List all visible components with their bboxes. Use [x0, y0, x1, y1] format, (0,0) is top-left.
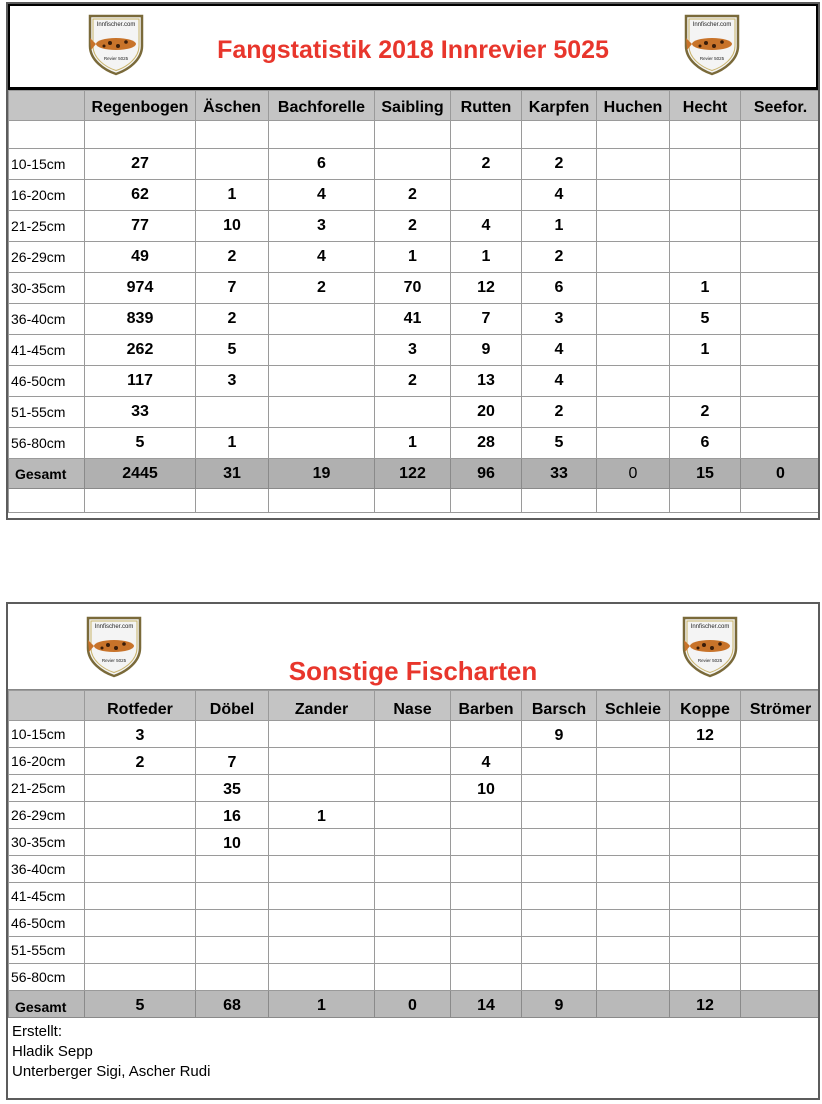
count-cell: 4 — [522, 335, 597, 366]
table-row — [9, 149, 821, 180]
count-cell: 2 — [269, 273, 375, 304]
count-cell: 262 — [85, 335, 196, 366]
count-cell — [451, 937, 522, 964]
table-header-row — [9, 91, 821, 121]
count-cell — [85, 937, 196, 964]
count-cell — [196, 964, 269, 991]
table-row — [9, 964, 821, 991]
count-cell: 2 — [451, 149, 522, 180]
total-cell: 19 — [269, 459, 375, 489]
count-cell — [85, 856, 196, 883]
catch-statistics-panel — [6, 2, 820, 520]
panel-header — [8, 4, 818, 90]
svg-text:Innfischer.com: Innfischer.com — [690, 624, 730, 630]
count-cell — [597, 397, 670, 428]
count-cell — [670, 883, 741, 910]
count-cell — [451, 883, 522, 910]
size-class-label: 21-25cm — [9, 211, 85, 242]
count-cell — [597, 721, 670, 748]
count-cell: 2 — [522, 149, 597, 180]
column-header: Barsch — [522, 691, 597, 721]
count-cell — [670, 910, 741, 937]
count-cell — [741, 211, 821, 242]
credits-author: Hladik Sepp — [12, 1043, 93, 1060]
count-cell — [741, 304, 821, 335]
count-cell: 1 — [269, 802, 375, 829]
count-cell: 2 — [196, 242, 269, 273]
total-cell: 9 — [522, 991, 597, 1018]
column-header: Barben — [451, 691, 522, 721]
total-cell: 5 — [85, 991, 196, 1018]
column-header: Saibling — [375, 91, 451, 121]
count-cell: 70 — [375, 273, 451, 304]
column-header: Seefor. — [741, 91, 821, 121]
column-header: Rotfeder — [85, 691, 196, 721]
count-cell — [196, 937, 269, 964]
count-cell: 1 — [522, 211, 597, 242]
count-cell — [597, 211, 670, 242]
count-cell — [670, 748, 741, 775]
count-cell: 3 — [522, 304, 597, 335]
total-row — [9, 991, 821, 1018]
count-cell: 839 — [85, 304, 196, 335]
count-cell — [597, 180, 670, 211]
count-cell — [741, 149, 821, 180]
table-row — [9, 802, 821, 829]
count-cell — [597, 242, 670, 273]
count-cell — [196, 397, 269, 428]
count-cell — [269, 937, 375, 964]
panel-header — [8, 604, 818, 690]
count-cell — [196, 883, 269, 910]
count-cell: 4 — [522, 180, 597, 211]
count-cell: 12 — [670, 721, 741, 748]
count-cell: 10 — [451, 775, 522, 802]
count-cell — [741, 829, 821, 856]
count-cell: 2 — [375, 180, 451, 211]
count-cell — [597, 829, 670, 856]
count-cell: 7 — [196, 273, 269, 304]
total-cell: 68 — [196, 991, 269, 1018]
count-cell — [670, 242, 741, 273]
count-cell: 1 — [451, 242, 522, 273]
count-cell: 49 — [85, 242, 196, 273]
catch-table — [8, 90, 820, 513]
count-cell: 3 — [269, 211, 375, 242]
count-cell — [597, 775, 670, 802]
count-cell — [269, 366, 375, 397]
count-cell — [741, 366, 821, 397]
count-cell — [375, 721, 451, 748]
size-class-label: 56-80cm — [9, 964, 85, 991]
column-header: Bachforelle — [269, 91, 375, 121]
count-cell: 3 — [375, 335, 451, 366]
table-row — [9, 748, 821, 775]
count-cell — [85, 829, 196, 856]
count-cell — [741, 910, 821, 937]
svg-text:Revier 5025: Revier 5025 — [103, 56, 129, 61]
count-cell — [597, 802, 670, 829]
size-class-label: 10-15cm — [9, 149, 85, 180]
size-class-label: 26-29cm — [9, 802, 85, 829]
size-class-label: 41-45cm — [9, 335, 85, 366]
column-header: Rutten — [451, 91, 522, 121]
count-cell: 2 — [196, 304, 269, 335]
count-cell — [670, 937, 741, 964]
total-cell: 12 — [670, 991, 741, 1018]
count-cell — [670, 180, 741, 211]
count-cell — [597, 428, 670, 459]
size-class-label: 10-15cm — [9, 721, 85, 748]
count-cell: 117 — [85, 366, 196, 397]
total-cell: 31 — [196, 459, 269, 489]
count-cell — [269, 428, 375, 459]
count-cell — [597, 273, 670, 304]
column-header: Karpfen — [522, 91, 597, 121]
count-cell: 16 — [196, 802, 269, 829]
count-cell — [451, 964, 522, 991]
count-cell — [375, 775, 451, 802]
table-row — [9, 273, 821, 304]
count-cell — [269, 335, 375, 366]
column-header: Koppe — [670, 691, 741, 721]
total-cell: 0 — [375, 991, 451, 1018]
count-cell: 28 — [451, 428, 522, 459]
count-cell: 10 — [196, 829, 269, 856]
size-class-label: 16-20cm — [9, 180, 85, 211]
total-label: Gesamt — [9, 991, 85, 1018]
count-cell — [85, 802, 196, 829]
count-cell — [522, 937, 597, 964]
count-cell: 1 — [670, 273, 741, 304]
count-cell — [597, 856, 670, 883]
count-cell — [670, 802, 741, 829]
count-cell — [375, 829, 451, 856]
count-cell: 4 — [522, 366, 597, 397]
total-row — [9, 459, 821, 489]
count-cell — [196, 856, 269, 883]
table-row — [9, 397, 821, 428]
count-cell — [451, 829, 522, 856]
credits-label: Erstellt: — [12, 1023, 63, 1040]
column-header: Regenbogen — [85, 91, 196, 121]
count-cell: 1 — [375, 428, 451, 459]
count-cell: 12 — [451, 273, 522, 304]
count-cell: 6 — [670, 428, 741, 459]
count-cell — [196, 721, 269, 748]
count-cell — [670, 775, 741, 802]
count-cell — [741, 748, 821, 775]
table-row — [9, 937, 821, 964]
count-cell — [196, 149, 269, 180]
table-row — [9, 775, 821, 802]
count-cell — [375, 149, 451, 180]
count-cell — [451, 856, 522, 883]
count-cell: 5 — [196, 335, 269, 366]
innfischer-logo — [682, 12, 742, 76]
header-cell-empty — [9, 91, 85, 121]
page-title: Fangstatistik 2018 Innrevier 5025 — [217, 36, 609, 64]
size-class-label: 46-50cm — [9, 910, 85, 937]
count-cell: 7 — [451, 304, 522, 335]
count-cell: 5 — [522, 428, 597, 459]
count-cell — [451, 180, 522, 211]
count-cell — [522, 910, 597, 937]
count-cell — [269, 883, 375, 910]
count-cell — [375, 964, 451, 991]
column-header: Huchen — [597, 91, 670, 121]
column-header: Schleie — [597, 691, 670, 721]
count-cell: 4 — [269, 180, 375, 211]
count-cell — [451, 802, 522, 829]
count-cell — [522, 748, 597, 775]
count-cell — [375, 883, 451, 910]
credits-authors: Unterberger Sigi, Ascher Rudi — [12, 1063, 211, 1080]
section-title: Sonstige Fischarten — [288, 656, 538, 686]
count-cell — [522, 856, 597, 883]
count-cell — [269, 748, 375, 775]
size-class-label: 56-80cm — [9, 428, 85, 459]
table-row — [9, 721, 821, 748]
empty-row — [9, 489, 821, 513]
svg-text:Innfischer.com: Innfischer.com — [96, 22, 136, 28]
innfischer-logo — [680, 614, 740, 678]
count-cell: 77 — [85, 211, 196, 242]
count-cell: 62 — [85, 180, 196, 211]
table-body — [9, 121, 821, 513]
column-header: Äschen — [196, 91, 269, 121]
empty-row — [9, 121, 821, 149]
total-cell: 15 — [670, 459, 741, 489]
count-cell: 10 — [196, 211, 269, 242]
svg-text:Revier 5025: Revier 5025 — [699, 56, 725, 61]
count-cell — [597, 964, 670, 991]
count-cell — [85, 775, 196, 802]
count-cell — [741, 428, 821, 459]
count-cell — [269, 721, 375, 748]
count-cell — [741, 242, 821, 273]
count-cell: 2 — [522, 242, 597, 273]
table-row — [9, 335, 821, 366]
count-cell: 5 — [85, 428, 196, 459]
count-cell — [85, 964, 196, 991]
total-cell: 0 — [741, 459, 821, 489]
table-body — [9, 721, 821, 1018]
header-cell-empty — [9, 691, 85, 721]
total-cell: 1 — [269, 991, 375, 1018]
count-cell — [597, 910, 670, 937]
count-cell — [670, 856, 741, 883]
count-cell — [522, 883, 597, 910]
count-cell — [597, 149, 670, 180]
count-cell: 4 — [451, 748, 522, 775]
size-class-label: 30-35cm — [9, 829, 85, 856]
column-header: Strömer — [741, 691, 821, 721]
count-cell: 2 — [522, 397, 597, 428]
count-cell — [522, 964, 597, 991]
table-row — [9, 304, 821, 335]
count-cell: 2 — [375, 366, 451, 397]
other-species-table — [8, 690, 820, 1018]
table-row — [9, 829, 821, 856]
count-cell — [522, 802, 597, 829]
count-cell — [269, 910, 375, 937]
count-cell: 6 — [269, 149, 375, 180]
table-row — [9, 242, 821, 273]
count-cell — [375, 748, 451, 775]
count-cell: 41 — [375, 304, 451, 335]
table-row — [9, 856, 821, 883]
total-label: Gesamt — [9, 459, 85, 489]
count-cell: 974 — [85, 273, 196, 304]
table-row — [9, 211, 821, 242]
count-cell: 7 — [196, 748, 269, 775]
table-header-row — [9, 691, 821, 721]
count-cell — [375, 937, 451, 964]
count-cell: 1 — [196, 180, 269, 211]
count-cell — [375, 802, 451, 829]
size-class-label: 51-55cm — [9, 937, 85, 964]
count-cell — [670, 829, 741, 856]
count-cell — [597, 883, 670, 910]
count-cell — [522, 829, 597, 856]
total-cell: 2445 — [85, 459, 196, 489]
count-cell — [670, 211, 741, 242]
count-cell — [741, 964, 821, 991]
count-cell — [741, 335, 821, 366]
count-cell — [670, 366, 741, 397]
count-cell — [597, 335, 670, 366]
size-class-label: 41-45cm — [9, 883, 85, 910]
count-cell — [85, 883, 196, 910]
total-cell — [741, 991, 821, 1018]
size-class-label: 21-25cm — [9, 775, 85, 802]
size-class-label: 26-29cm — [9, 242, 85, 273]
count-cell — [741, 775, 821, 802]
count-cell — [670, 964, 741, 991]
count-cell: 4 — [451, 211, 522, 242]
svg-text:Innfischer.com: Innfischer.com — [94, 624, 134, 630]
count-cell: 9 — [522, 721, 597, 748]
count-cell — [522, 775, 597, 802]
total-cell: 122 — [375, 459, 451, 489]
count-cell — [670, 149, 741, 180]
other-species-panel — [6, 602, 820, 1100]
table-row — [9, 910, 821, 937]
count-cell — [451, 721, 522, 748]
total-cell: 96 — [451, 459, 522, 489]
size-class-label: 51-55cm — [9, 397, 85, 428]
total-cell — [597, 991, 670, 1018]
count-cell: 1 — [670, 335, 741, 366]
count-cell — [451, 910, 522, 937]
count-cell: 1 — [375, 242, 451, 273]
count-cell: 2 — [85, 748, 196, 775]
count-cell — [597, 366, 670, 397]
count-cell: 27 — [85, 149, 196, 180]
count-cell — [196, 910, 269, 937]
count-cell: 6 — [522, 273, 597, 304]
count-cell — [741, 883, 821, 910]
count-cell — [375, 910, 451, 937]
table-row — [9, 428, 821, 459]
count-cell — [741, 937, 821, 964]
column-header: Döbel — [196, 691, 269, 721]
total-cell: 14 — [451, 991, 522, 1018]
svg-text:Innfischer.com: Innfischer.com — [692, 22, 732, 28]
count-cell: 4 — [269, 242, 375, 273]
count-cell — [597, 748, 670, 775]
count-cell — [269, 775, 375, 802]
column-header: Hecht — [670, 91, 741, 121]
count-cell — [269, 304, 375, 335]
count-cell — [269, 856, 375, 883]
svg-text:Revier 5025: Revier 5025 — [101, 658, 127, 663]
count-cell — [269, 397, 375, 428]
total-cell: 33 — [522, 459, 597, 489]
count-cell — [269, 829, 375, 856]
count-cell: 3 — [196, 366, 269, 397]
count-cell — [597, 304, 670, 335]
count-cell: 13 — [451, 366, 522, 397]
count-cell: 3 — [85, 721, 196, 748]
size-class-label: 36-40cm — [9, 856, 85, 883]
total-cell: 0 — [597, 459, 670, 489]
count-cell: 1 — [196, 428, 269, 459]
size-class-label: 16-20cm — [9, 748, 85, 775]
count-cell: 5 — [670, 304, 741, 335]
column-header: Zander — [269, 691, 375, 721]
count-cell: 2 — [375, 211, 451, 242]
count-cell — [85, 910, 196, 937]
count-cell: 20 — [451, 397, 522, 428]
size-class-label: 36-40cm — [9, 304, 85, 335]
count-cell — [741, 180, 821, 211]
count-cell — [375, 856, 451, 883]
table-row — [9, 883, 821, 910]
count-cell — [597, 937, 670, 964]
count-cell — [741, 856, 821, 883]
count-cell — [741, 273, 821, 304]
count-cell — [741, 802, 821, 829]
credits — [8, 1018, 818, 1086]
count-cell — [741, 397, 821, 428]
count-cell: 35 — [196, 775, 269, 802]
size-class-label: 30-35cm — [9, 273, 85, 304]
table-row — [9, 180, 821, 211]
size-class-label: 46-50cm — [9, 366, 85, 397]
table-row — [9, 366, 821, 397]
count-cell — [375, 397, 451, 428]
column-header: Nase — [375, 691, 451, 721]
count-cell — [269, 964, 375, 991]
count-cell: 33 — [85, 397, 196, 428]
count-cell: 2 — [670, 397, 741, 428]
count-cell: 9 — [451, 335, 522, 366]
count-cell — [741, 721, 821, 748]
svg-text:Revier 5025: Revier 5025 — [697, 658, 723, 663]
